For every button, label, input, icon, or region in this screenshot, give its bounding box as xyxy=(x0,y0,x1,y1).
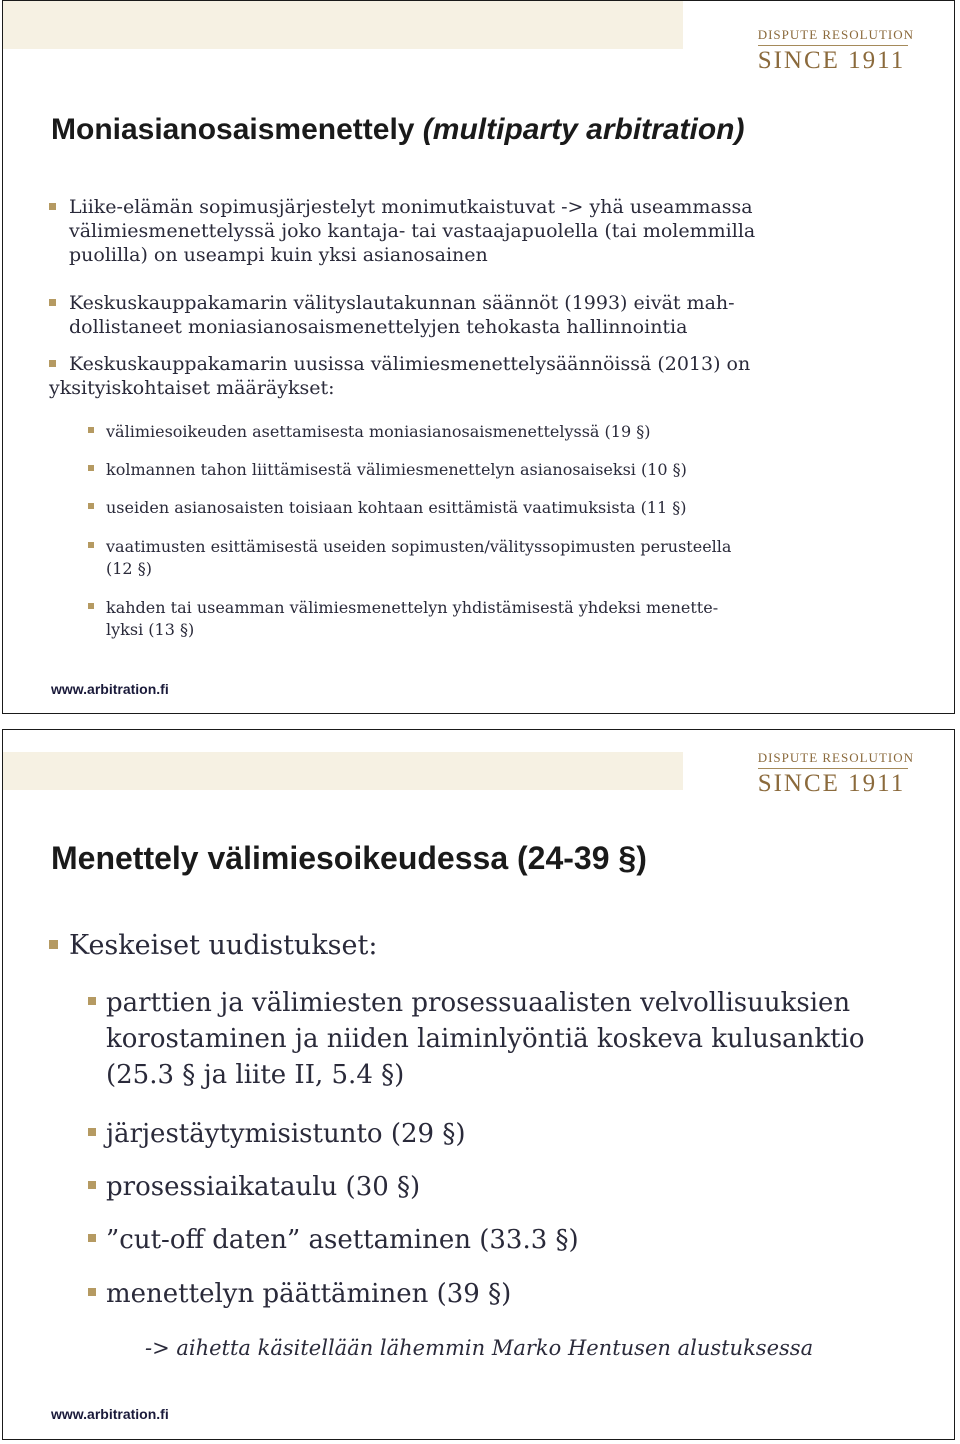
slide-title xyxy=(51,113,744,147)
square-bullet-icon xyxy=(88,1128,96,1136)
square-bullet-icon xyxy=(88,542,94,548)
square-bullet-icon xyxy=(88,1234,96,1242)
square-bullet-icon xyxy=(88,1288,96,1296)
square-bullet-icon xyxy=(49,299,56,306)
dispute-resolution-logo: DISPUTE RESOLUTION SINCE 1911 xyxy=(757,27,914,74)
square-bullet-icon xyxy=(88,603,94,609)
square-bullet-icon xyxy=(88,1181,96,1189)
slide-1: DISPUTE RESOLUTION SINCE 1911 Moniasianosaismenettely (multiparty arbitration) Liike-elämän sopimusjärjestelyt monimutkaistuvat -> yhä useammassa välimiesmenettelyssä joko kantaja- tai vastaajapuolella (tai molemmilla puolilla) on useampi kuin yksi asianosainen Keskuskauppakamarin välityslautakunnan säännöt (1993) eivät mah- dollistaneet moniasianosaismenettelyjen tehokasta hallinnointia Keskuskauppakamarin uusissa välimiesmenettelysäännöissä (2013) on yksityiskohtaiset määräykset: välimiesoikeuden asettamisesta moniasianosaismenettelyssä (19 §) kolmannen tahon liittämisestä välimiesmenettelyn asianosaiseksi (10 §) useiden asianosaisten toisiaan kohtaan esittämistä vaatimuksista (11 §) vaatimusten esittämisestä useiden sopimusten/välityssopimusten perusteella (12 §) kahden tai useamman välimiesmenettelyn yhdistämisestä yhdeksi menette- lyksi (13 §) www.arbitration.fi xyxy=(2,0,955,714)
square-bullet-icon xyxy=(88,997,96,1005)
square-bullet-icon xyxy=(88,503,94,509)
slide-title: Menettely välimiesoikeudessa (24-39 §) xyxy=(51,840,647,876)
dispute-resolution-logo: DISPUTE RESOLUTION SINCE 1911 xyxy=(757,750,914,797)
square-bullet-icon xyxy=(49,940,58,949)
footer-url: www.arbitration.fi xyxy=(51,1406,169,1422)
square-bullet-icon xyxy=(49,203,56,210)
slide-title-italic: (multiparty arbitration) xyxy=(422,113,745,146)
slide-2: DISPUTE RESOLUTION SINCE 1911 Menettely välimiesoikeudessa (24-39 §) Keskeiset uudistukset: parttien ja välimiesten prosessuaalisten velvollisuuksien korostaminen ja niiden laiminlyöntiä koskeva kulusanktio (25.3 § ja liite II, 5.4 §) järjestäytymisistunto (29 §) prosessiaikataulu (30 §) ”cut-off daten” asettaminen (33.3 §) menettelyn päättäminen (39 §) -> aihetta käsitellään lähemmin Marko Hentusen alustuksessa www.arbitration.fi xyxy=(2,729,955,1440)
header-band xyxy=(3,1,683,49)
note-text: -> aihetta käsitellään lähemmin Marko Hentusen alustuksessa xyxy=(145,1336,814,1360)
square-bullet-icon xyxy=(88,465,94,471)
header-band xyxy=(3,752,683,790)
square-bullet-icon xyxy=(88,427,94,433)
square-bullet-icon xyxy=(49,360,56,367)
footer-url: www.arbitration.fi xyxy=(51,681,169,697)
slide-title-main: Moniasianosaismenettely xyxy=(51,113,423,146)
